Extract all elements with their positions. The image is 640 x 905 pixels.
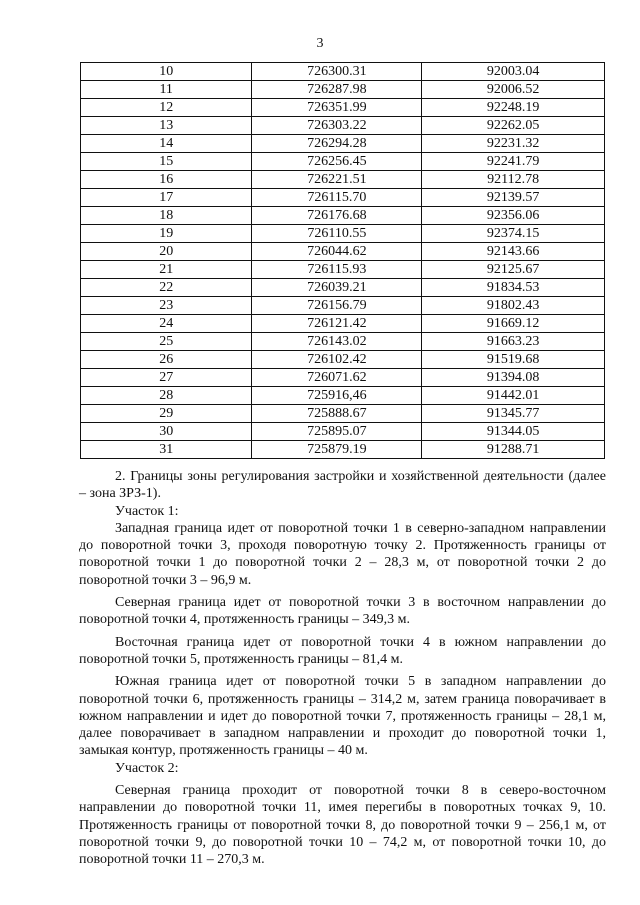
x-coordinate-cell: 726115.70 (252, 189, 422, 207)
point-number-cell: 18 (81, 207, 252, 225)
x-coordinate-cell: 726300.31 (252, 63, 422, 81)
x-coordinate-cell: 726115.93 (252, 261, 422, 279)
table-row (81, 261, 605, 279)
point-number-cell: 15 (81, 153, 252, 171)
x-coordinate-cell: 725916,46 (252, 387, 422, 405)
point-number-cell: 16 (81, 171, 252, 189)
paragraph-south-border: Южная граница идет от поворотной точки 5 в западном направлении до поворотной точки 6, протяженность границы – 314,2 м, затем граница поворачивает в южном направлении и идет до поворотной точки 7, протяженность границы – 28,1 м, далее поворачивает в западном направлении и проходит до поворотной точки 1, замыкая контур, протяженность границы – 40 м. (79, 674, 606, 759)
x-coordinate-cell: 726143.02 (252, 333, 422, 351)
x-coordinate-cell: 726176.68 (252, 207, 422, 225)
y-coordinate-cell: 91669.12 (422, 315, 605, 333)
x-coordinate-cell: 725895.07 (252, 423, 422, 441)
table-row (81, 153, 605, 171)
table-row (81, 81, 605, 99)
point-number-cell: 14 (81, 135, 252, 153)
table-row (81, 135, 605, 153)
y-coordinate-cell: 91802.43 (422, 297, 605, 315)
page-number: 3 (316, 36, 324, 51)
x-coordinate-cell: 726071.62 (252, 369, 422, 387)
y-coordinate-cell: 92356.06 (422, 207, 605, 225)
paragraph-zone-title: 2. Границы зоны регулирования застройки и хозяйственной деятельности (далее – зона ЗРЗ-1). (79, 469, 606, 502)
point-number-cell: 20 (81, 243, 252, 261)
y-coordinate-cell: 92262.05 (422, 117, 605, 135)
x-coordinate-cell: 726287.98 (252, 81, 422, 99)
point-number-cell: 10 (81, 63, 252, 81)
y-coordinate-cell: 92374.15 (422, 225, 605, 243)
x-coordinate-cell: 726221.51 (252, 171, 422, 189)
table-row (81, 99, 605, 117)
table-row (81, 369, 605, 387)
table-row (81, 441, 605, 459)
x-coordinate-cell: 726303.22 (252, 117, 422, 135)
point-number-cell: 17 (81, 189, 252, 207)
point-number-cell: 31 (81, 441, 252, 459)
point-number-cell: 22 (81, 279, 252, 297)
point-number-cell: 19 (81, 225, 252, 243)
y-coordinate-cell: 92231.32 (422, 135, 605, 153)
table-row (81, 351, 605, 369)
x-coordinate-cell: 726121.42 (252, 315, 422, 333)
point-number-cell: 28 (81, 387, 252, 405)
y-coordinate-cell: 91663.23 (422, 333, 605, 351)
x-coordinate-cell: 726256.45 (252, 153, 422, 171)
document-body (79, 468, 606, 869)
table-row (81, 63, 605, 81)
paragraph-east-border: Восточная граница идет от поворотной точки 4 в южном направлении до поворотной точки 5, протяженность границы – 81,4 м. (79, 634, 606, 667)
y-coordinate-cell: 92248.19 (422, 99, 605, 117)
point-number-cell: 26 (81, 351, 252, 369)
paragraph-section-1-heading: Участок 1: (115, 503, 179, 519)
x-coordinate-cell: 726156.79 (252, 297, 422, 315)
table-row (81, 225, 605, 243)
point-number-cell: 27 (81, 369, 252, 387)
x-coordinate-cell: 725888.67 (252, 405, 422, 423)
coordinates-table (80, 62, 605, 459)
y-coordinate-cell: 91394.08 (422, 369, 605, 387)
table-row (81, 333, 605, 351)
table-row (81, 243, 605, 261)
paragraph-west-border: Западная граница идет от поворотной точки 1 в северно-западном направлении до поворотной точки 3, проходя поворотную точку 2. Протяженность границы от поворотной точки 1 до поворотной точки 2 – 28,3 м, от поворотной точки 2 до поворотной точки 3 – 96,9 м. (79, 520, 606, 588)
table-row (81, 171, 605, 189)
table-row (81, 387, 605, 405)
table-row (81, 207, 605, 225)
x-coordinate-cell: 726044.62 (252, 243, 422, 261)
point-number-cell: 13 (81, 117, 252, 135)
x-coordinate-cell: 726110.55 (252, 225, 422, 243)
y-coordinate-cell: 92125.67 (422, 261, 605, 279)
point-number-cell: 30 (81, 423, 252, 441)
point-number-cell: 12 (81, 99, 252, 117)
x-coordinate-cell: 726039.21 (252, 279, 422, 297)
x-coordinate-cell: 726102.42 (252, 351, 422, 369)
y-coordinate-cell: 91344.05 (422, 423, 605, 441)
table-row (81, 315, 605, 333)
y-coordinate-cell: 92003.04 (422, 63, 605, 81)
point-number-cell: 29 (81, 405, 252, 423)
table-row (81, 423, 605, 441)
y-coordinate-cell: 92139.57 (422, 189, 605, 207)
y-coordinate-cell: 92006.52 (422, 81, 605, 99)
y-coordinate-cell: 91834.53 (422, 279, 605, 297)
paragraph-section-2-north-border: Северная граница проходит от поворотной точки 8 в северо-восточном направлении до поворотной точки 11, имея перегибы в поворотных точках 9, 10. Протяженность границы от поворотной точки 8, до поворотной точки 9 – 256,1 м, от поворотной точки 9, до поворотной точки 10 – 74,2 м, от поворотной точки 10, до поворотной точки 11 – 270,3 м. (79, 783, 606, 868)
point-number-cell: 24 (81, 315, 252, 333)
point-number-cell: 11 (81, 81, 252, 99)
y-coordinate-cell: 92143.66 (422, 243, 605, 261)
y-coordinate-cell: 91519.68 (422, 351, 605, 369)
y-coordinate-cell: 92241.79 (422, 153, 605, 171)
table-row (81, 189, 605, 207)
y-coordinate-cell: 91442.01 (422, 387, 605, 405)
x-coordinate-cell: 726294.28 (252, 135, 422, 153)
table-row (81, 405, 605, 423)
x-coordinate-cell: 725879.19 (252, 441, 422, 459)
point-number-cell: 23 (81, 297, 252, 315)
point-number-cell: 25 (81, 333, 252, 351)
y-coordinate-cell: 92112.78 (422, 171, 605, 189)
point-number-cell: 21 (81, 261, 252, 279)
paragraph-north-border: Северная граница идет от поворотной точки 3 в восточном направлении до поворотной точки 4, протяженность границы – 349,3 м. (79, 595, 606, 628)
table-row (81, 117, 605, 135)
y-coordinate-cell: 91288.71 (422, 441, 605, 459)
table-row (81, 297, 605, 315)
y-coordinate-cell: 91345.77 (422, 405, 605, 423)
x-coordinate-cell: 726351.99 (252, 99, 422, 117)
table-row (81, 279, 605, 297)
paragraph-section-2-heading: Участок 2: (115, 760, 179, 776)
